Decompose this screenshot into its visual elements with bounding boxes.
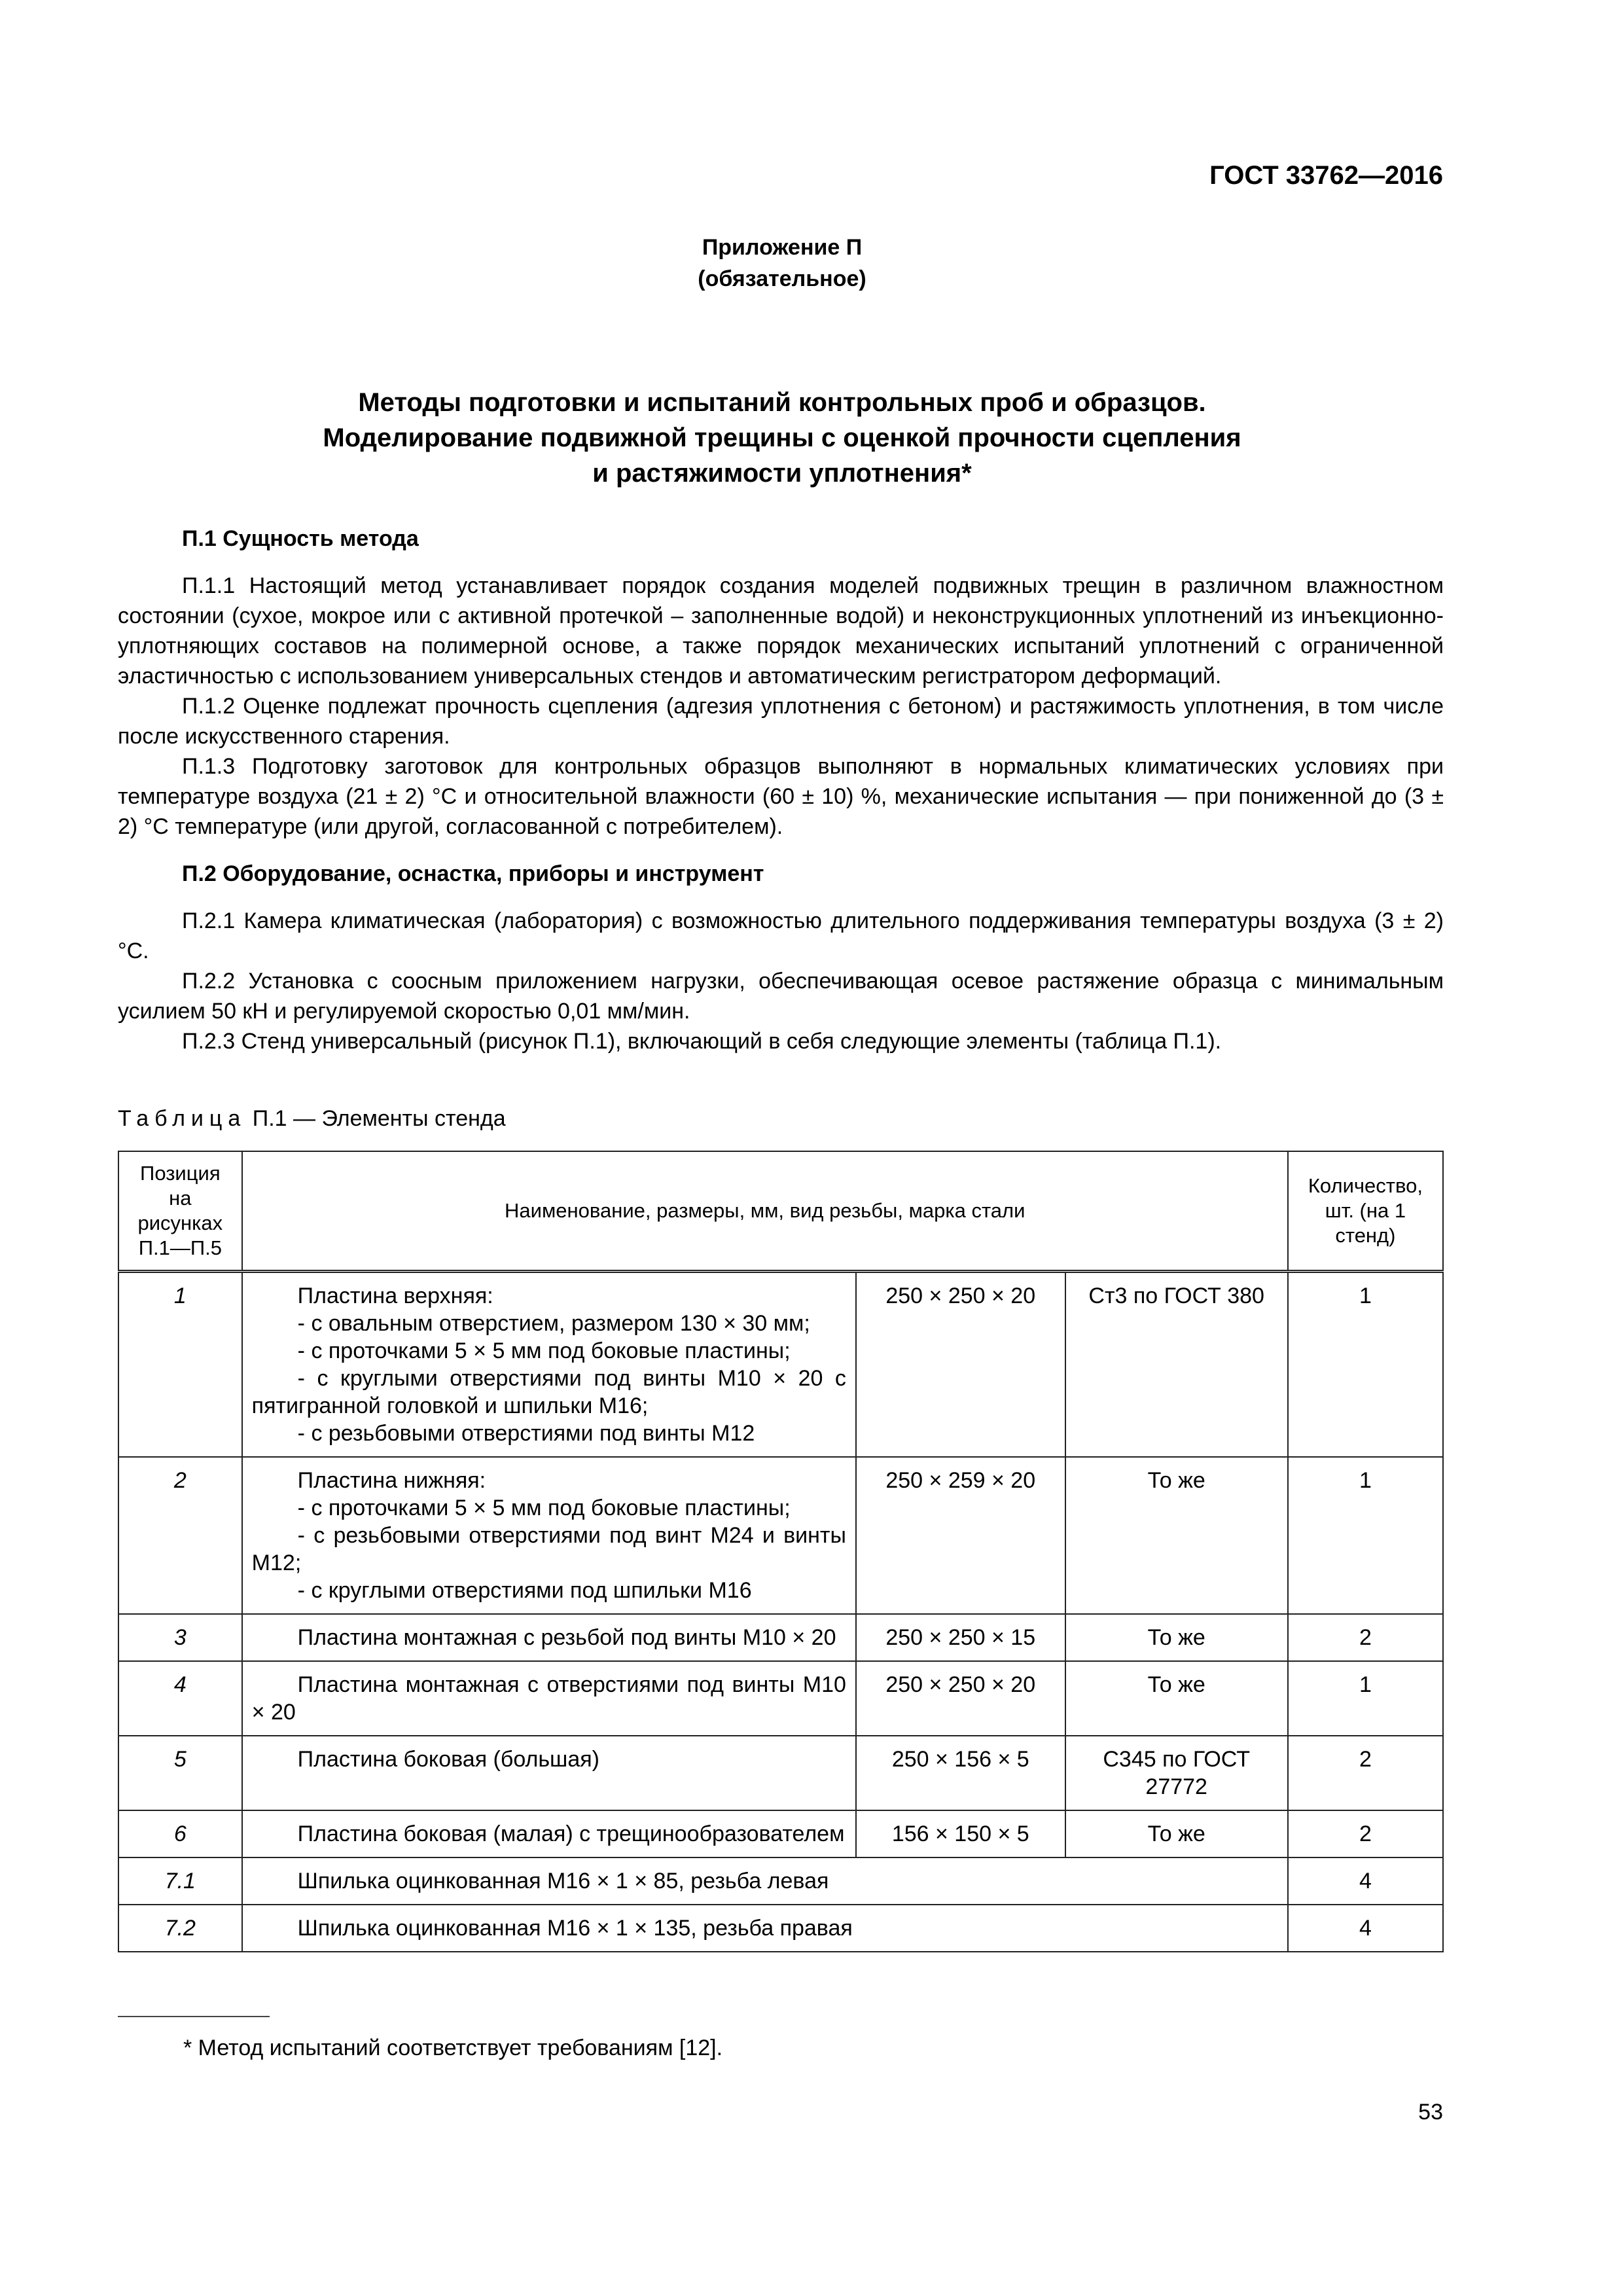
name-line: - с круглыми отверстиями под винты М10 × 20 с пятигранной головкой и шпильки М16; <box>251 1366 846 1418</box>
name-line: Пластина боковая (большая) <box>297 1747 599 1772</box>
cell-position: 6 <box>118 1810 242 1857</box>
cell-size: 250 × 250 × 20 <box>856 1272 1065 1458</box>
standard-id: ГОСТ 33762—2016 <box>1209 161 1443 190</box>
cell-steel-grade: То же <box>1065 1457 1288 1614</box>
table-caption-prefix: Таблица <box>118 1106 247 1131</box>
header-quantity: Количество, шт. (на 1 стенд) <box>1288 1151 1443 1272</box>
cell-size: 250 × 156 × 5 <box>856 1736 1065 1810</box>
cell-size: 250 × 250 × 15 <box>856 1614 1065 1661</box>
section-heading: П.1 Сущность метода <box>182 526 419 551</box>
paragraph: П.2.2 Установка с соосным приложением нагрузки, обеспечивающая осевое растяжение образца с минимальным усилием 50 кН и регулируемой скоростью 0,01 мм/мин. <box>118 969 1444 1024</box>
stand-elements-table <box>118 1151 1444 1952</box>
name-line: Пластина боковая (малая) с трещинообразователем <box>297 1821 845 1846</box>
name-line: - с овальным отверстием, размером 130 × 30 мм; <box>297 1311 810 1336</box>
cell-quantity: 4 <box>1288 1857 1443 1905</box>
paragraph: П.1.1 Настоящий метод устанавливает порядок создания моделей подвижных трещин в различном влажностном состоянии (сухое, мокрое или с активной протечкой – заполненные водой) и неконструкционных уплотнений из инъекционно-уплотняющих составов на полимерной основе, а также порядок механических испытаний уплотнений с ограниченной эластичностью с использованием универсальных стендов и автоматическим регистратором деформаций. <box>118 573 1444 689</box>
table-row <box>118 1857 1443 1905</box>
cell-position: 4 <box>118 1661 242 1736</box>
table-header-row <box>118 1151 1443 1272</box>
table-row <box>118 1614 1443 1661</box>
paragraph: П.1.2 Оценке подлежат прочность сцепления (адгезия уплотнения с бетоном) и растяжимость уплотнения, в том числе после искусственного старения. <box>118 694 1444 749</box>
header-position: Позиция на рисунках П.1—П.5 <box>118 1151 242 1272</box>
name-line: - с проточками 5 × 5 мм под боковые пластины; <box>297 1338 791 1363</box>
cell-position: 5 <box>118 1736 242 1810</box>
cell-name <box>242 1661 856 1736</box>
title-line: Методы подготовки и испытаний контрольных проб и образцов. <box>358 388 1206 417</box>
cell-name <box>242 1614 856 1661</box>
header-name: Наименование, размеры, мм, вид резьбы, марка стали <box>242 1151 1288 1272</box>
appendix-status: (обязательное) <box>698 266 866 291</box>
name-line: Пластина верхняя: <box>297 1283 493 1308</box>
table-row <box>118 1905 1443 1952</box>
cell-quantity: 4 <box>1288 1905 1443 1952</box>
cell-steel-grade: Ст3 по ГОСТ 380 <box>1065 1272 1288 1458</box>
table-row <box>118 1272 1443 1458</box>
cell-steel-grade: То же <box>1065 1810 1288 1857</box>
cell-name <box>242 1810 856 1857</box>
page-number: 53 <box>1418 2100 1443 2125</box>
name-line: - с резьбовыми отверстиями под винт М24 и винты М12; <box>251 1523 846 1575</box>
cell-position: 1 <box>118 1272 242 1458</box>
cell-name <box>242 1457 856 1614</box>
appendix-heading <box>0 232 1564 295</box>
title-line: Моделирование подвижной трещины с оценкой прочности сцепления <box>323 423 1241 452</box>
appendix-label: Приложение П <box>702 235 863 260</box>
cell-quantity: 2 <box>1288 1736 1443 1810</box>
name-line: - с круглыми отверстиями под шпильки М16 <box>297 1578 752 1603</box>
cell-quantity: 1 <box>1288 1661 1443 1736</box>
cell-quantity: 2 <box>1288 1810 1443 1857</box>
name-line: Шпилька оцинкованная М16 × 1 × 135, резьба правая <box>297 1916 853 1941</box>
title-line: и растяжимости уплотнения* <box>592 459 972 488</box>
table-row <box>118 1457 1443 1614</box>
name-line: Пластина монтажная с резьбой под винты М10 × 20 <box>297 1625 836 1650</box>
cell-size: 250 × 259 × 20 <box>856 1457 1065 1614</box>
table-row <box>118 1736 1443 1810</box>
paragraph: П.2.1 Камера климатическая (лаборатория) с возможностью длительного поддерживания температуры воздуха (3 ± 2) °С. <box>118 908 1444 963</box>
name-line: - с проточками 5 × 5 мм под боковые пластины; <box>297 1496 791 1520</box>
cell-quantity: 1 <box>1288 1457 1443 1614</box>
paragraph: П.2.3 Стенд универсальный (рисунок П.1), включающий в себя следующие элементы (таблица П.1). <box>182 1029 1222 1054</box>
cell-steel-grade: С345 по ГОСТ 27772 <box>1065 1736 1288 1810</box>
cell-position: 3 <box>118 1614 242 1661</box>
cell-name <box>242 1272 856 1458</box>
document-body <box>118 524 1444 1056</box>
cell-position: 2 <box>118 1457 242 1614</box>
table-caption-text: П.1 — Элементы стенда <box>246 1106 506 1131</box>
cell-name <box>242 1736 856 1810</box>
cell-name <box>242 1905 1288 1952</box>
paragraph: П.1.3 Подготовку заготовок для контрольных образцов выполняют в нормальных климатических условиях при температуре воздуха (21 ± 2) °С и относительной влажности (60 ± 10) %, механические испытания — при пониженной до (3 ± 2) °С температуре (или другой, согласованной с потребителем). <box>118 754 1444 839</box>
footnote-rule <box>118 2016 270 2017</box>
name-line: - с резьбовыми отверстиями под винты М12 <box>297 1421 755 1446</box>
table-row <box>118 1810 1443 1857</box>
cell-position: 7.1 <box>118 1857 242 1905</box>
cell-quantity: 1 <box>1288 1272 1443 1458</box>
name-line: Пластина монтажная с отверстиями под винты М10 × 20 <box>251 1672 846 1725</box>
cell-quantity: 2 <box>1288 1614 1443 1661</box>
appendix-title <box>0 385 1564 491</box>
cell-name <box>242 1857 1288 1905</box>
table-row <box>118 1661 1443 1736</box>
table-caption <box>118 1106 506 1132</box>
name-line: Пластина нижняя: <box>297 1468 486 1493</box>
cell-steel-grade: То же <box>1065 1661 1288 1736</box>
cell-size: 156 × 150 × 5 <box>856 1810 1065 1857</box>
footnote: * Метод испытаний соответствует требованиям [12]. <box>183 2036 723 2060</box>
cell-position: 7.2 <box>118 1905 242 1952</box>
table-body <box>118 1272 1443 1952</box>
cell-steel-grade: То же <box>1065 1614 1288 1661</box>
cell-size: 250 × 250 × 20 <box>856 1661 1065 1736</box>
name-line: Шпилька оцинкованная М16 × 1 × 85, резьба левая <box>297 1869 829 1893</box>
section-heading: П.2 Оборудование, оснастка, приборы и инструмент <box>182 861 764 886</box>
